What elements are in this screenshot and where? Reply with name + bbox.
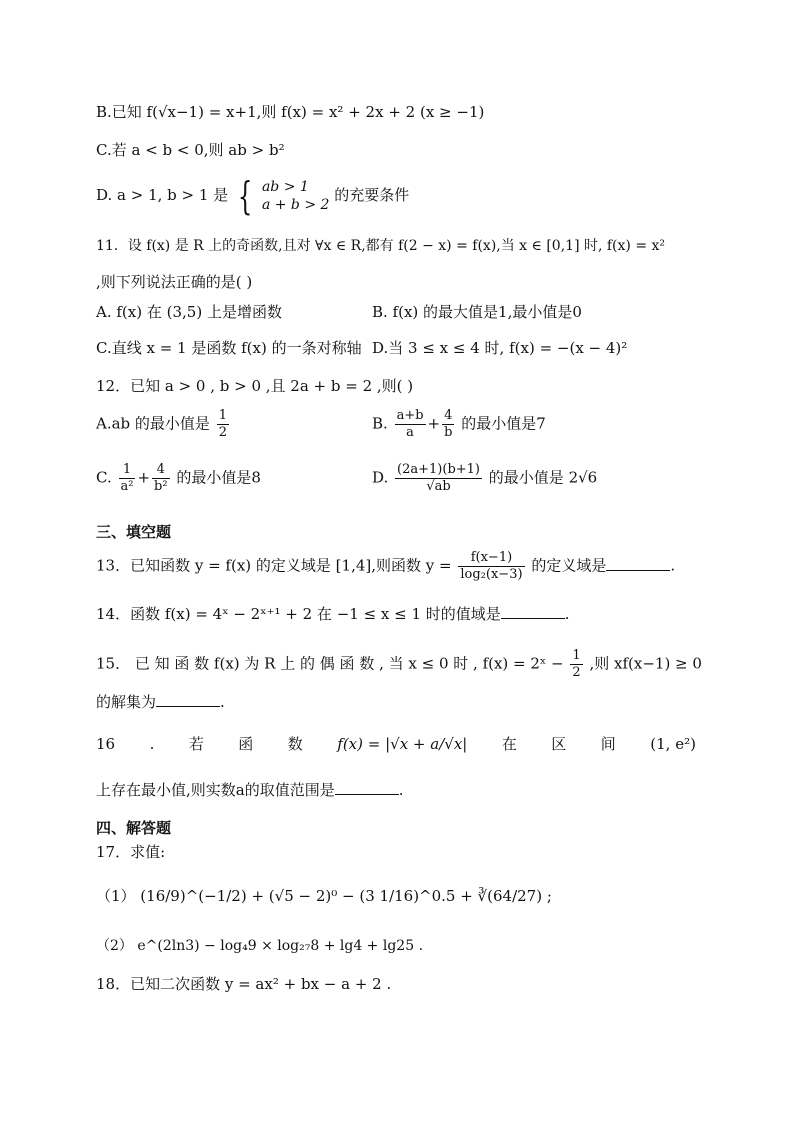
q12-b-den1: a [406, 425, 414, 440]
q16-expression: f(x) = |√x + a/√x| [337, 735, 468, 753]
q16-word-8: 间 [600, 735, 616, 753]
q12-option-a [96, 408, 231, 441]
q12-c-fraction2 [152, 462, 170, 495]
q13-den: log₂(x−3) [460, 567, 523, 582]
q12-d-suffix: 的最小值是 2√6 [488, 468, 598, 487]
q13-fraction [458, 550, 524, 583]
q11-option-a: A. f(x) 在 (3,5) 上是增函数 [96, 303, 282, 321]
q12-d-num: (2a+1)(b+1) [397, 462, 481, 477]
q12-b-num2: 4 [442, 408, 454, 425]
q15-line2: 的解集为 . [96, 693, 225, 711]
q14: 14．函数 f(x) = 4ˣ − 2ˣ⁺¹ + 2 在 −1 ≤ x ≤ 1 时的值域是 . [96, 605, 570, 623]
q12-stem: 12．已知 a > 0 , b > 0 ,且 2a + b = 2 ,则( ) [96, 377, 414, 395]
q12-d-prefix: D. [372, 468, 389, 487]
q15-line2-prefix: 的解集为 [96, 693, 157, 711]
q11-stem-line2: ,则下列说法正确的是( ) [96, 273, 253, 291]
q11-option-c: C.直线 x = 1 是函数 f(x) 的一条对称轴 [96, 339, 362, 357]
q15-line1-suffix: ,则 xf(x−1) ≥ 0 [589, 654, 702, 673]
q12-b-fraction1 [395, 408, 426, 441]
q13-answer-blank [606, 556, 670, 571]
q10-d-suffix: 的充要条件 [334, 186, 410, 204]
q10-d-system-line2: a + b > 2 [261, 197, 330, 213]
q16-answer-blank [335, 780, 399, 795]
q13-num: f(x−1) [458, 550, 524, 567]
q12-a-den: 2 [218, 425, 227, 440]
q12-option-d [372, 462, 597, 495]
q12-b-fraction2 [442, 408, 454, 441]
q16-line2-prefix: 上存在最小值,则实数a的取值范围是 [96, 781, 335, 799]
q13: 13．已知函数 y = f(x) 的定义域是 [1,4],则函数 y = $\frac{f(x-1)}{\text{log₂(x−3)}}$ 的定义域是 . [96, 550, 676, 582]
q10-d-system [262, 178, 329, 214]
q12-c-den2: b² [154, 479, 168, 494]
q17-part-1: （1） (16/9)^(−1/2) + (√5 − 2)⁰ − (3 1/16)^0.5 + ∛(64/27) ; [96, 887, 552, 905]
q15-line1 [96, 648, 702, 681]
q12-a-fraction [217, 408, 229, 441]
q15-den: 2 [572, 665, 581, 680]
q12-c-fraction1 [119, 462, 136, 495]
q10-option-c: C.若 a < b < 0,则 ab > b² [96, 141, 285, 159]
q14-prefix: 14．函数 f(x) = 4ˣ − 2ˣ⁺¹ + 2 在 −1 ≤ x ≤ 1 时的值域是 [96, 605, 501, 623]
q16-word-3: 若 [188, 735, 204, 753]
q12-c-num2: 4 [152, 462, 170, 479]
q10-option-b: B.已知 f(√x−1) = x+1,则 f(x) = x² + 2x + 2 (x ≥ −1) [96, 103, 485, 121]
q16-interval: (1, e²) [650, 735, 696, 753]
q12-a-num: 1 [218, 408, 227, 423]
q12-b-suffix: 的最小值是7 [461, 414, 546, 433]
q17-stem: 17．求值: [96, 843, 166, 861]
q12-c-num1: 1 [119, 462, 136, 479]
q16-word-1: 16 [96, 735, 116, 753]
q12-option-b [372, 408, 546, 441]
q14-answer-blank [501, 604, 565, 619]
q16-line2: 上存在最小值,则实数a的取值范围是 . [96, 781, 404, 799]
q12-b-num1: a+b [396, 408, 424, 423]
q15-answer-blank [156, 692, 220, 707]
q11-option-d: D.当 3 ≤ x ≤ 4 时, f(x) = −(x − 4)² [372, 339, 628, 357]
q12-b-plus: + [427, 414, 441, 433]
q13-suffix: 的定义域是 [531, 556, 607, 575]
q10-d-prefix: D. a > 1, b > 1 是 [96, 186, 229, 204]
q16-word-5: 数 [287, 735, 303, 753]
q12-option-c [96, 462, 261, 495]
q10-option-d [96, 176, 409, 216]
q16-line1 [96, 734, 696, 754]
q17-part-2: （2） e^(2ln3) − log₄9 × log₂₇8 + lg4 + lg25 . [96, 938, 424, 954]
q11-stem-line1: 11．设 f(x) 是 R 上的奇函数,且对 ∀x ∈ R,都有 f(2 − x) = f(x),当 x ∈ [0,1] 时, f(x) = x² [96, 238, 666, 254]
q12-c-den1: a² [120, 479, 134, 494]
q15-line1-prefix: 15． 已 知 函 数 f(x) 为 R 上 的 偶 函 数 , 当 x ≤ 0 时 , f(x) = 2ˣ − [96, 654, 564, 673]
q15-num: 1 [572, 648, 581, 663]
q10-d-system-line1: ab > 1 [261, 179, 309, 195]
section-heading-solutions: 四、解答题 [96, 819, 172, 837]
q16-word-7: 区 [551, 735, 567, 753]
section-heading-fill-blank: 三、填空题 [96, 523, 172, 541]
q12-d-den: √ab [426, 479, 451, 494]
q16-word-6: 在 [501, 735, 517, 753]
q12-d-fraction [395, 462, 482, 495]
q12-c-suffix: 的最小值是8 [176, 468, 261, 487]
q12-b-den2: b [444, 425, 453, 440]
left-brace-icon: { [237, 174, 253, 218]
q16-word-4: 函 [238, 735, 254, 753]
q12-c-plus: + [137, 468, 151, 487]
q13-prefix: 13．已知函数 y = f(x) 的定义域是 [1,4],则函数 y = [96, 556, 452, 575]
q11-option-b: B. f(x) 的最大值是1,最小值是0 [372, 303, 582, 321]
q18-stem: 18．已知二次函数 y = ax² + bx − a + 2 . [96, 975, 392, 993]
q12-b-prefix: B. [372, 414, 388, 433]
q15-fraction [570, 648, 582, 681]
q12-c-prefix: C. [96, 468, 112, 487]
q16-word-2: . [149, 735, 155, 753]
q12-a-prefix: A.ab 的最小值是 [96, 414, 210, 433]
